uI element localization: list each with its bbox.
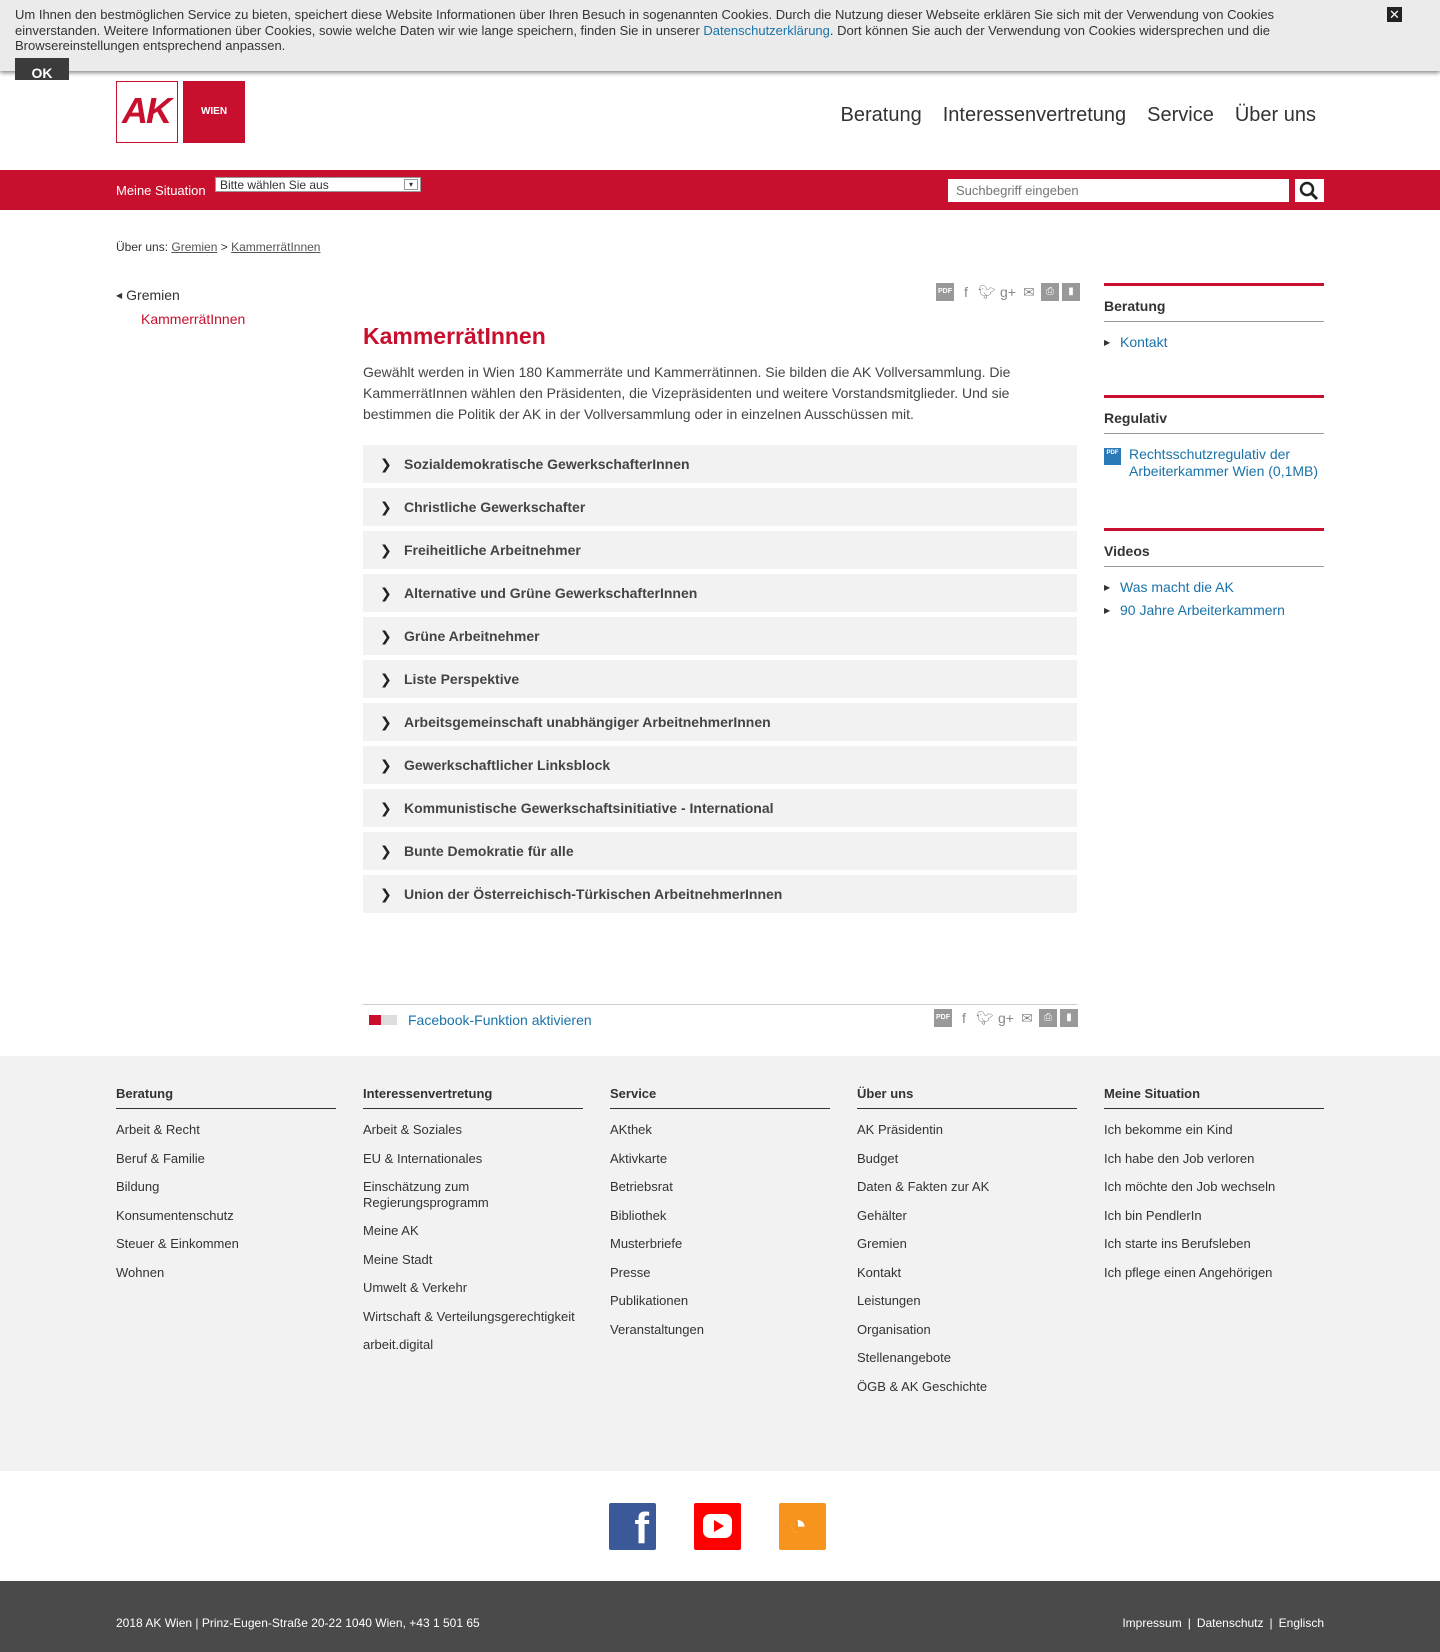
footer-heading: Beratung	[116, 1086, 336, 1109]
search-icon	[1295, 179, 1324, 202]
chevron-right-icon: ❯	[380, 499, 392, 515]
footer-link[interactable]: AKthek	[610, 1122, 652, 1137]
print-icon[interactable]: ⎙	[1041, 283, 1059, 301]
footer-link[interactable]: Wohnen	[116, 1264, 165, 1280]
accordion-item[interactable]: ❯ Bunte Demokratie für alle	[363, 832, 1077, 870]
nav-ueber-uns[interactable]: Über uns	[1234, 104, 1316, 126]
pdf-icon[interactable]: PDF	[936, 283, 954, 301]
chevron-right-icon: ❯	[380, 628, 392, 644]
mail-icon[interactable]: ✉	[1021, 1010, 1033, 1026]
footer-link[interactable]: Gremien	[857, 1236, 907, 1251]
footer-col-beratung	[116, 1086, 336, 1280]
footer-heading: Meine Situation	[1104, 1086, 1324, 1109]
search-button[interactable]	[1295, 179, 1324, 202]
footer-link[interactable]: Meine AK	[363, 1223, 419, 1238]
share-toolbar-bottom	[934, 1009, 1078, 1027]
accordion-item[interactable]: ❯ Alternative und Grüne GewerkschafterInnen	[363, 574, 1077, 612]
accordion-item[interactable]: ❯ Kommunistische Gewerkschaftsinitiative - International	[363, 789, 1077, 827]
footer-link[interactable]: Beruf & Familie	[116, 1150, 205, 1166]
englisch-link[interactable]: Englisch	[1278, 1616, 1324, 1630]
footer-link[interactable]: AK Präsidentin	[857, 1122, 943, 1137]
footer-link[interactable]: Konsumentenschutz	[116, 1207, 234, 1223]
footer-link[interactable]: Ich starte ins Berufsleben	[1104, 1236, 1251, 1251]
intro-text: Gewählt werden in Wien 180 Kammerräte und Kammerrätinnen. Sie bilden die AK Vollversammlung. Die KammerrätInnen wählen den Präsidenten, die Vizepräsidenten und weitere Vorstandsmitglieder. Und sie bestimmen die Politik der AK in der Vollversammlung oder in einzelnen Ausschüssen mit.	[363, 364, 1011, 422]
arrow-right-icon: ▶	[1104, 606, 1111, 615]
impressum-link[interactable]: Impressum	[1122, 1616, 1182, 1630]
footer-sitemap	[0, 1056, 1440, 1471]
arrow-right-icon: ▶	[1104, 338, 1111, 347]
wien-logo[interactable]: WIEN	[183, 81, 245, 143]
youtube-icon[interactable]	[694, 1503, 741, 1550]
chevron-right-icon: ❯	[380, 671, 392, 687]
footer-link[interactable]: Publikationen	[610, 1293, 689, 1308]
footer-link[interactable]: Steuer & Einkommen	[116, 1236, 239, 1251]
footer-link[interactable]: Bibliothek	[610, 1207, 667, 1223]
nav-interessenvertretung[interactable]: Interessenvertretung	[942, 104, 1127, 126]
situation-search-bar	[0, 170, 1440, 210]
footer-col-interessenvertretung	[363, 1086, 583, 1353]
footer-link[interactable]: Kontakt	[857, 1264, 902, 1280]
footer-link[interactable]: Daten & Fakten zur AK	[857, 1179, 990, 1194]
footer-link[interactable]: Ich möchte den Job wechseln	[1104, 1179, 1276, 1194]
footer-link[interactable]: Veranstaltungen	[610, 1321, 704, 1337]
privacy-link[interactable]: Datenschutzerklärung	[703, 22, 830, 38]
chevron-right-icon: ❯	[380, 886, 392, 902]
footer-link[interactable]: Arbeit & Soziales	[363, 1122, 462, 1137]
footer-address: 2018 AK Wien | Prinz-Eugen-Straße 20-22 1040 Wien, +43 1 501 65	[116, 1616, 480, 1630]
cookie-text: Um Ihnen den bestmöglichen Service zu bieten, speichert diese Website Informationen über Ihren Besuch in sogenannten Cookies. Durch die Nutzung dieser Webseite erklären Sie sich mit der Verwendung von Cookies einverstanden. Weitere Informationen über Cookies, sowie welche Daten wir wie lange speichern, finden Sie in unserer Datenschutzerklärung. Dort können Sie auch der Verwendung von Cookies widersprechen und die Browsereinstellungen entsprechend anpassen.	[15, 7, 1275, 53]
datenschutz-link[interactable]: Datenschutz	[1196, 1616, 1264, 1630]
footer-link[interactable]: Organisation	[857, 1321, 931, 1337]
chevron-right-icon: ❯	[380, 800, 392, 816]
footer-heading: Interessenvertretung	[363, 1086, 583, 1109]
nav-beratung[interactable]: Beratung	[840, 104, 922, 126]
cookie-banner	[0, 0, 1440, 81]
breadcrumb-gremien[interactable]: Gremien	[171, 240, 218, 254]
footer-col-ueber-uns	[857, 1086, 1077, 1394]
footer-link[interactable]: Ich bekomme ein Kind	[1104, 1122, 1233, 1137]
sidebar-heading: Videos	[1104, 531, 1324, 567]
footer-link[interactable]: Arbeit & Recht	[116, 1122, 200, 1137]
facebook-toggle[interactable]	[369, 1015, 397, 1025]
footer-link[interactable]: Einschätzung zum Regierungsprogramm	[363, 1179, 489, 1210]
footer-link[interactable]: Gehälter	[857, 1207, 907, 1223]
facebook-icon[interactable]: f	[964, 284, 968, 300]
faction-accordion	[363, 445, 1077, 918]
chevron-right-icon: ❯	[380, 843, 392, 859]
footer-link[interactable]: Presse	[610, 1264, 651, 1280]
footer-link[interactable]: arbeit.digital	[363, 1337, 434, 1352]
footer-link[interactable]: Musterbriefe	[610, 1236, 683, 1251]
print-icon[interactable]: ⎙	[1039, 1009, 1057, 1027]
sidebar-link-kontakt[interactable]: ▶ Kontakt	[1104, 334, 1168, 350]
sidebar-videos	[1104, 528, 1324, 625]
page-title: KammerrätInnen	[363, 323, 546, 349]
footer-link[interactable]: ÖGB & AK Geschichte	[857, 1378, 988, 1394]
mail-icon[interactable]: ✉	[1023, 284, 1035, 300]
footer-heading: Service	[610, 1086, 830, 1109]
nav-service[interactable]: Service	[1147, 104, 1214, 126]
chevron-right-icon: ❯	[380, 714, 392, 730]
rss-icon[interactable]: ◔	[779, 1503, 826, 1550]
footer-col-meine-situation	[1104, 1086, 1324, 1280]
twitter-icon[interactable]: 🐦︎	[978, 284, 996, 300]
share-toolbar-top	[936, 283, 1080, 301]
chevron-right-icon: ❯	[380, 456, 392, 472]
accordion-item[interactable]: ❯ Union der Österreichisch-Türkischen ArbeitnehmerInnen	[363, 875, 1077, 913]
sidebar-link-video[interactable]: ▶ Was macht die AK	[1104, 579, 1234, 595]
accordion-item[interactable]: ❯ Christliche Gewerkschafter	[363, 488, 1077, 526]
breadcrumb-kammerraetinnen[interactable]: KammerrätInnen	[231, 240, 321, 254]
footer-link[interactable]: Stellenangebote	[857, 1350, 951, 1365]
footer-link[interactable]: Ich pflege einen Angehörigen	[1104, 1264, 1273, 1280]
cookie-ok-button[interactable]: OK	[15, 58, 69, 80]
sidebar-link-video[interactable]: ▶ 90 Jahre Arbeiterkammern	[1104, 602, 1285, 618]
footer-heading: Über uns	[857, 1086, 1077, 1109]
situation-select[interactable]: Bitte wählen Sie aus ▾	[215, 177, 421, 192]
twitter-icon[interactable]: 🐦︎	[976, 1010, 994, 1026]
arrow-right-icon: ▶	[1104, 583, 1111, 592]
pdf-icon[interactable]: PDF	[934, 1009, 952, 1027]
footer-link[interactable]: Betriebsrat	[610, 1179, 673, 1194]
accordion-item[interactable]: ❯ Grüne Arbeitnehmer	[363, 617, 1077, 655]
footer-link[interactable]: Ich habe den Job verloren	[1104, 1150, 1255, 1166]
social-links	[0, 1471, 1440, 1581]
footer-link[interactable]: Umwelt & Verkehr	[363, 1280, 468, 1295]
chevron-left-icon: ◀	[116, 291, 123, 300]
situation-label: Meine Situation	[116, 183, 206, 198]
sidebar-beratung	[1104, 283, 1324, 357]
accordion-item[interactable]: ❯ Sozialdemokratische GewerkschafterInnen	[363, 445, 1077, 483]
sidebar-heading: Beratung	[1104, 286, 1324, 322]
google-plus-icon[interactable]: g+	[998, 1010, 1014, 1026]
accordion-item[interactable]: ❯ Arbeitsgemeinschaft unabhängiger ArbeitnehmerInnen	[363, 703, 1077, 741]
footer-link[interactable]: Meine Stadt	[363, 1251, 433, 1267]
sidebar-item-kammerraetinnen[interactable]: KammerrätInnen	[141, 311, 246, 327]
main-nav	[841, 104, 1316, 127]
footer-link[interactable]: Aktivkarte	[610, 1150, 668, 1166]
footer-link[interactable]: Wirtschaft & Verteilungsgerechtigkeit	[363, 1308, 575, 1324]
sidebar-link-regulativ-pdf[interactable]: PDF Rechtsschutzregulativ der Arbeiterkammer Wien (0,1MB)	[1104, 446, 1324, 480]
google-plus-icon[interactable]: g+	[1000, 284, 1016, 300]
footer-col-service	[610, 1086, 830, 1337]
breadcrumb: Über uns: Gremien > KammerrätInnen	[116, 240, 321, 254]
chevron-right-icon: ❯	[380, 542, 392, 558]
sidebar-regulativ	[1104, 395, 1324, 486]
footer-link[interactable]: Bildung	[116, 1179, 160, 1194]
ak-logo[interactable]: AK	[116, 81, 178, 143]
close-icon[interactable]: ✕	[1387, 7, 1402, 22]
search-input[interactable]	[948, 179, 1289, 202]
section-nav	[116, 287, 245, 327]
pdf-file-icon: PDF	[1104, 448, 1121, 465]
footer-link[interactable]: Ich bin PendlerIn	[1104, 1207, 1202, 1223]
accordion-item[interactable]: ❯ Liste Perspektive	[363, 660, 1077, 698]
chevron-right-icon: ❯	[380, 757, 392, 773]
facebook-icon[interactable]: f	[609, 1503, 656, 1550]
footer-link[interactable]: EU & Internationales	[363, 1150, 483, 1166]
accordion-item[interactable]: ❯ Gewerkschaftlicher Linksblock	[363, 746, 1077, 784]
footer-link[interactable]: Budget	[857, 1150, 899, 1166]
chevron-right-icon: ❯	[380, 585, 392, 601]
sidebar-item-gremien[interactable]: ◀ Gremien	[116, 287, 180, 303]
chevron-down-icon: ▾	[404, 179, 418, 190]
accordion-item[interactable]: ❯ Freiheitliche Arbeitnehmer	[363, 531, 1077, 569]
bookmark-icon[interactable]: ▮	[1060, 1009, 1078, 1027]
bookmark-icon[interactable]: ▮	[1062, 283, 1080, 301]
footer-link[interactable]: Leistungen	[857, 1293, 921, 1308]
footer-bottom	[0, 1581, 1440, 1652]
footer-legal-links: Impressum | Datenschutz | Englisch	[1122, 1616, 1324, 1630]
facebook-icon[interactable]: f	[962, 1010, 966, 1026]
divider	[363, 1004, 1077, 1005]
facebook-activate-link[interactable]: Facebook-Funktion aktivieren	[408, 1012, 592, 1028]
sidebar-heading: Regulativ	[1104, 398, 1324, 434]
